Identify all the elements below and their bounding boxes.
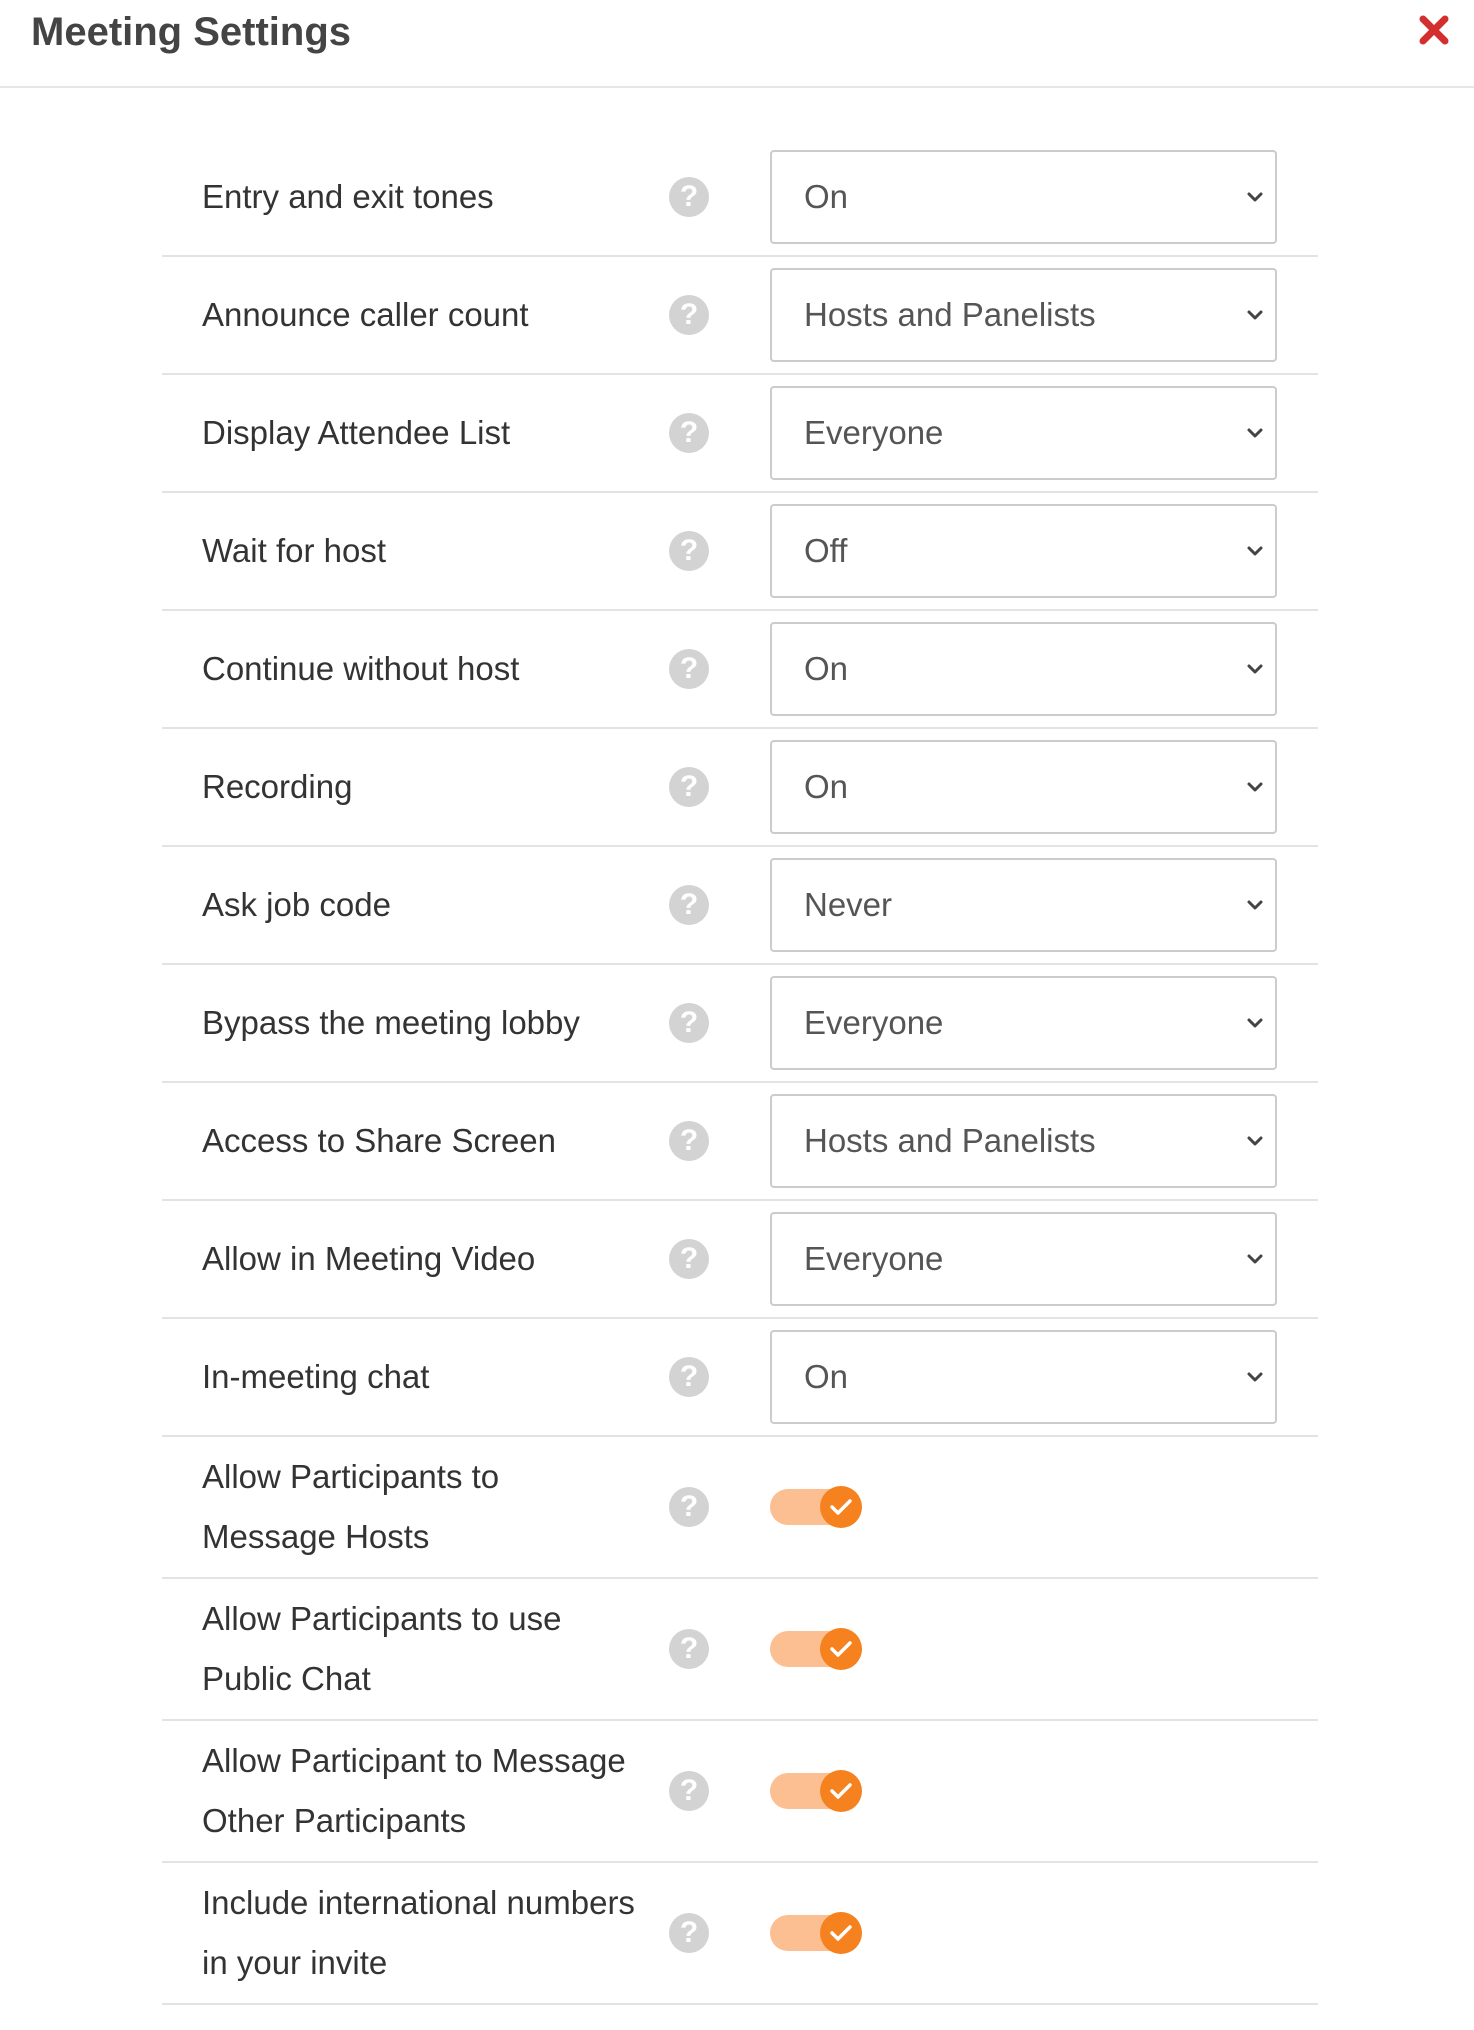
setting-select[interactable] xyxy=(770,858,1277,952)
setting-label: Announce caller count xyxy=(202,296,529,333)
setting-select[interactable] xyxy=(770,1094,1277,1188)
check-icon xyxy=(829,1497,853,1517)
close-button[interactable] xyxy=(1418,14,1450,46)
select-value: On xyxy=(804,768,849,805)
question-circle-icon[interactable]: ? xyxy=(669,413,709,453)
dialog-header xyxy=(0,0,1474,88)
setting-select[interactable] xyxy=(770,504,1277,598)
chevron-down-icon xyxy=(1245,1015,1265,1031)
select-value: Everyone xyxy=(804,414,944,451)
setting-select[interactable] xyxy=(770,622,1277,716)
chevron-down-icon xyxy=(1245,1133,1265,1149)
chevron-down-icon xyxy=(1245,189,1265,205)
close-icon xyxy=(1418,14,1450,46)
select-value: Hosts and Panelists xyxy=(804,1122,1096,1159)
setting-label: Entry and exit tones xyxy=(202,178,494,215)
select-value: Never xyxy=(804,886,893,923)
setting-toggle[interactable] xyxy=(770,1485,862,1529)
toggle-knob xyxy=(820,1486,862,1528)
select-value: Off xyxy=(804,532,848,569)
setting-label: Wait for host xyxy=(202,532,386,569)
dialog-title: Meeting Settings xyxy=(31,10,352,54)
select-value: Everyone xyxy=(804,1004,944,1041)
setting-label: Allow Participants to Message Hosts xyxy=(202,1458,500,1555)
question-circle-icon[interactable]: ? xyxy=(669,531,709,571)
question-circle-icon[interactable]: ? xyxy=(669,1003,709,1043)
chevron-down-icon xyxy=(1245,1369,1265,1385)
setting-toggle[interactable] xyxy=(770,1627,862,1671)
setting-label: Access to Share Screen xyxy=(202,1122,557,1159)
setting-label: Ask job code xyxy=(202,886,391,923)
chevron-down-icon xyxy=(1245,1251,1265,1267)
setting-row xyxy=(162,847,1318,965)
setting-toggle[interactable] xyxy=(770,1911,862,1955)
setting-row xyxy=(162,375,1318,493)
setting-row xyxy=(162,1579,1318,1721)
setting-row xyxy=(162,257,1318,375)
chevron-down-icon xyxy=(1245,425,1265,441)
setting-label: Display Attendee List xyxy=(202,414,511,451)
question-circle-icon[interactable]: ? xyxy=(669,295,709,335)
chevron-down-icon xyxy=(1245,779,1265,795)
setting-row xyxy=(162,1863,1318,2005)
setting-row xyxy=(162,965,1318,1083)
question-circle-icon[interactable]: ? xyxy=(669,1771,709,1811)
chevron-down-icon xyxy=(1245,661,1265,677)
toggle-knob xyxy=(820,1628,862,1670)
setting-select[interactable] xyxy=(770,386,1277,480)
setting-row xyxy=(162,729,1318,847)
setting-label: Include international numbers in your invite xyxy=(202,1884,635,1981)
question-circle-icon[interactable]: ? xyxy=(669,1629,709,1669)
select-value: On xyxy=(804,178,849,215)
question-circle-icon[interactable]: ? xyxy=(669,1913,709,1953)
setting-row xyxy=(162,1319,1318,1437)
setting-label: In-meeting chat xyxy=(202,1358,430,1395)
select-value: On xyxy=(804,1358,849,1395)
question-circle-icon[interactable]: ? xyxy=(669,1487,709,1527)
setting-label: Bypass the meeting lobby xyxy=(202,1004,580,1041)
chevron-down-icon xyxy=(1245,543,1265,559)
setting-row xyxy=(162,1721,1318,1863)
setting-label: Allow Participant to Message Other Participants xyxy=(202,1742,626,1839)
setting-label: Allow Participants to use Public Chat xyxy=(202,1600,562,1697)
setting-toggle[interactable] xyxy=(770,1769,862,1813)
setting-row xyxy=(162,1437,1318,1579)
chevron-down-icon xyxy=(1245,307,1265,323)
setting-select[interactable] xyxy=(770,740,1277,834)
question-circle-icon[interactable]: ? xyxy=(669,1121,709,1161)
setting-select[interactable] xyxy=(770,1330,1277,1424)
question-circle-icon[interactable]: ? xyxy=(669,885,709,925)
toggle-knob xyxy=(820,1770,862,1812)
question-circle-icon[interactable]: ? xyxy=(669,1239,709,1279)
setting-row xyxy=(162,1083,1318,1201)
setting-label: Allow in Meeting Video xyxy=(202,1240,536,1277)
setting-row xyxy=(162,493,1318,611)
check-icon xyxy=(829,1923,853,1943)
select-value: On xyxy=(804,650,849,687)
setting-row xyxy=(162,1201,1318,1319)
question-circle-icon[interactable]: ? xyxy=(669,767,709,807)
question-circle-icon[interactable]: ? xyxy=(669,1357,709,1397)
setting-label: Continue without host xyxy=(202,650,520,687)
setting-select[interactable] xyxy=(770,976,1277,1070)
setting-select[interactable] xyxy=(770,268,1277,362)
settings-list xyxy=(162,139,1318,2005)
question-circle-icon[interactable]: ? xyxy=(669,649,709,689)
setting-select[interactable] xyxy=(770,150,1277,244)
select-value: Hosts and Panelists xyxy=(804,296,1096,333)
setting-row xyxy=(162,611,1318,729)
question-circle-icon[interactable]: ? xyxy=(669,177,709,217)
toggle-knob xyxy=(820,1912,862,1954)
setting-label: Recording xyxy=(202,768,353,805)
setting-row xyxy=(162,139,1318,257)
select-value: Everyone xyxy=(804,1240,944,1277)
check-icon xyxy=(829,1781,853,1801)
check-icon xyxy=(829,1639,853,1659)
chevron-down-icon xyxy=(1245,897,1265,913)
setting-select[interactable] xyxy=(770,1212,1277,1306)
